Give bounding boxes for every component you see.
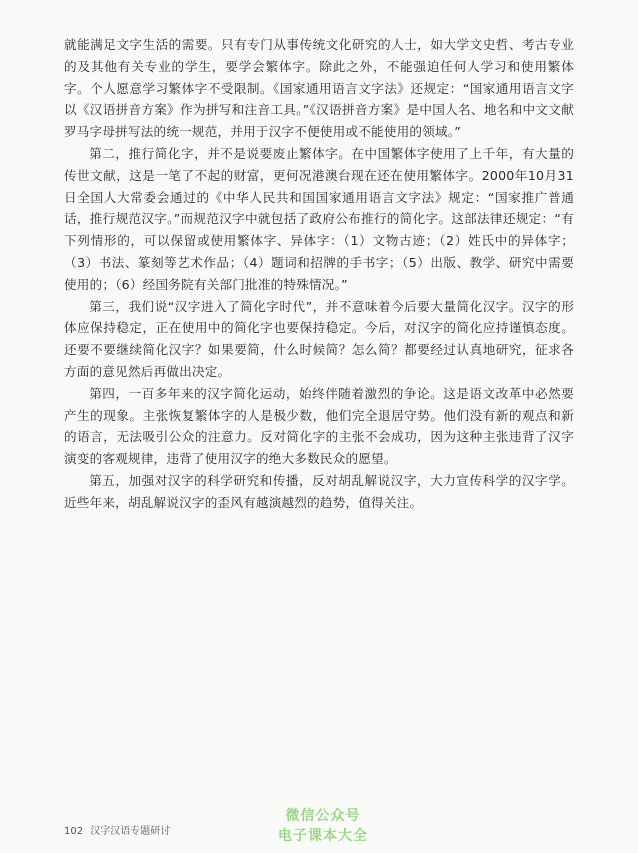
book-title: 汉字汉语专题研讨 <box>90 826 171 837</box>
page-number: 102 <box>64 826 84 837</box>
watermark-line-1: 微信公众号 <box>285 808 361 824</box>
paragraph-5: 第五，加强对汉字的科学研究和传播，反对胡乱解说汉字，大力宣传科学的汉字学。近些年来，胡乱解说汉字的歪风有越演越烈的趋势，值得关注。 <box>64 472 574 510</box>
watermark <box>248 806 398 846</box>
watermark-line-2: 电子课本大全 <box>278 828 368 844</box>
paragraph-3: 第三，我们说“汉字进入了简化字时代”，并不意味着今后要大量简化汉字。汉字的形体应保持稳定，正在使用中的简化字也要保持稳定。今后，对汉字的简化应持谨慎态度。还要不要继续简化汉字？如果要简，什么时候简？怎么简？都要经过认真地研究，征求各方面的意见然后再做出决定。 <box>64 298 574 379</box>
paragraph-1: 就能满足文字生活的需要。只有专门从事传统文化研究的人士，如大学文史哲、考古专业的及其他有关专业的学生，要学会繁体字。除此之外，不能强迫任何人学习和使用繁体字。个人愿意学习繁体字不受限制。《国家通用语言文字法》还规定：“国家通用语言文字以《汉语拼音方案》作为拼写和注音工具。”《汉语拼音方案》是中国人名、地名和中文文献罗马字母拼写法的统一规范，并用于汉字不便使用或不能使用的领域。” <box>64 37 574 140</box>
page-footer <box>64 822 170 837</box>
page-body <box>64 34 574 514</box>
paragraph-2: 第二，推行简化字，并不是说要废止繁体字。在中国繁体字使用了上千年，有大量的传世文献，这是一笔了不起的财富，更何况港澳台现在还在使用繁体字。2000年10月31日全国人大常委会通过的《中华人民共和国国家通用语言文字法》规定：“国家推广普通话，推行规范汉字。”而规范汉字中就包括了政府公布推行的简化字。这部法律还规定：“有下列情形的，可以保留或使用繁体字、异体字：（1）文物古迹；（2）姓氏中的异体字；（3）书法、篆刻等艺术作品；（4）题词和招牌的手书字；（5）出版、教学、研究中需要使用的；（6）经国务院有关部门批准的特殊情况。” <box>64 145 574 292</box>
paragraph-4: 第四，一百多年来的汉字简化运动，始终伴随着激烈的争论。这是语文改革中必然要产生的现象。主张恢复繁体字的人是极少数，他们完全退居守势。他们没有新的观点和新的语言，无法吸引公众的注意力。反对简化字的主张不会成功，因为这种主张违背了汉字演变的客观规律，违背了使用汉字的绝大多数民众的愿望。 <box>64 385 574 467</box>
